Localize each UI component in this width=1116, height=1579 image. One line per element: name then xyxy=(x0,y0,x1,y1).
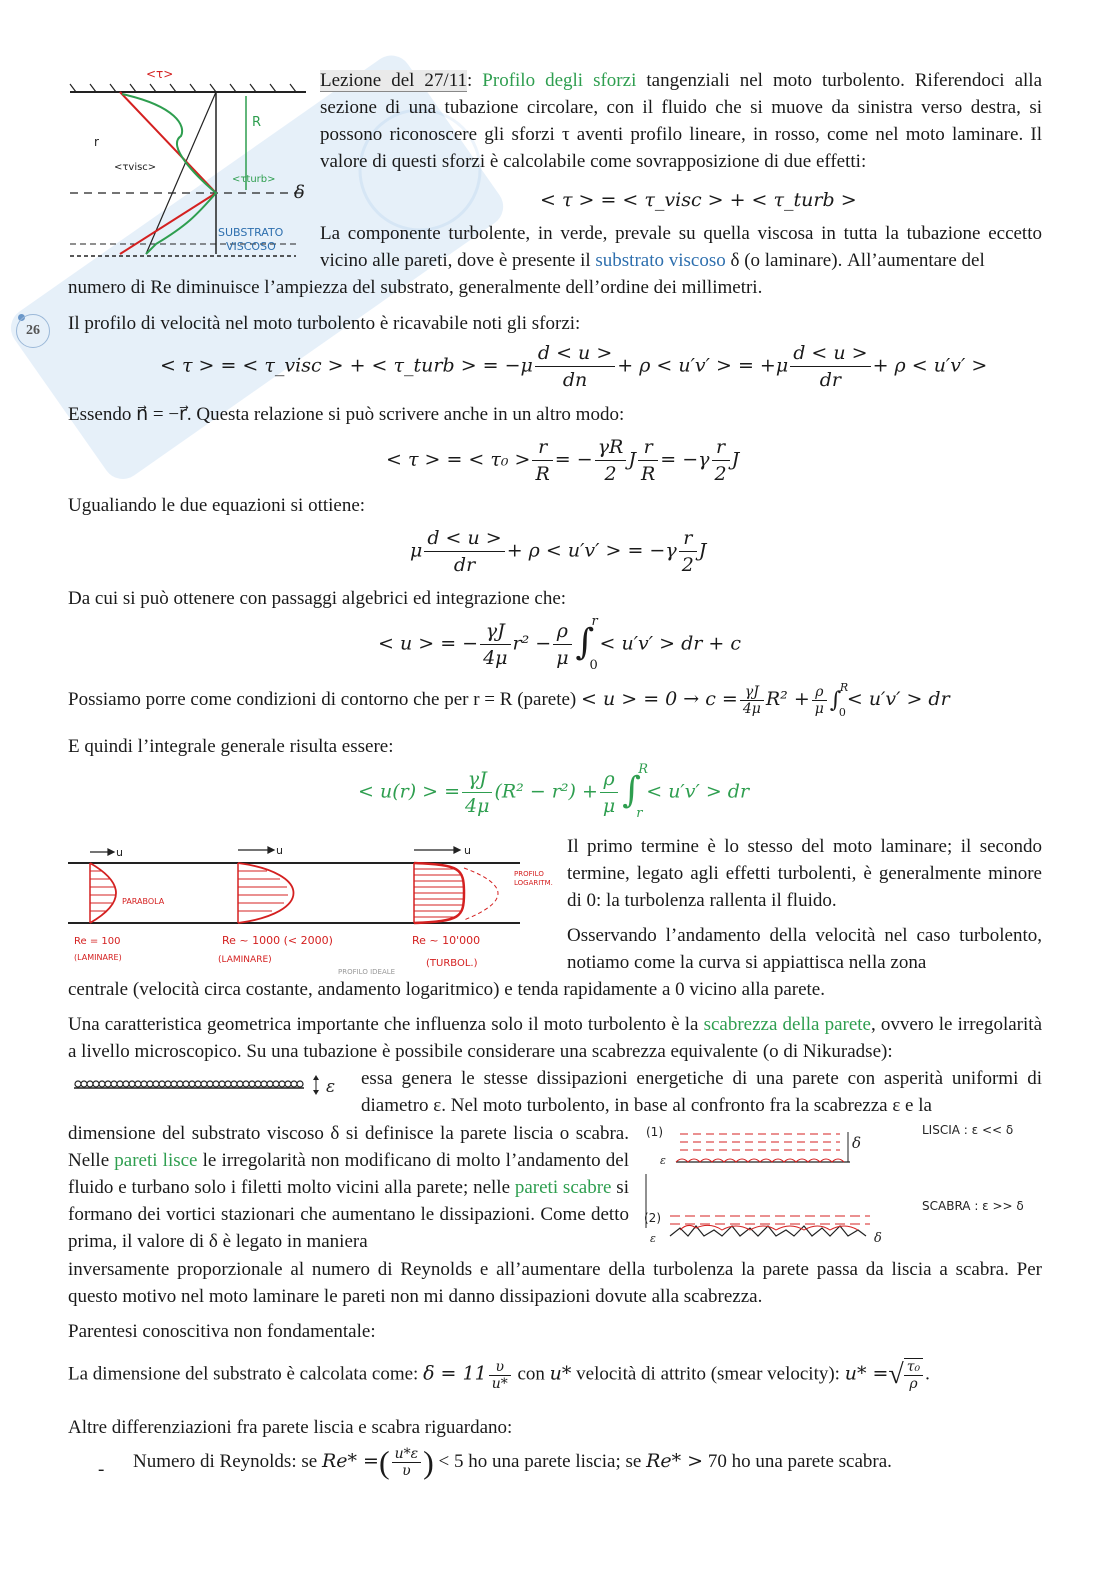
roughness-grain xyxy=(201,1081,207,1087)
paragraph-osservando-cont: centrale (velocità circa costante, andamento logaritmico) e tenda rapidamente a 0 vicino alla parete. xyxy=(68,979,825,1000)
section-title: Profilo degli sforzi xyxy=(482,70,637,91)
paragraph-liscia-scabra: dimensione del substrato viscoso δ si definisce la parete liscia o scabra. Nelle pareti lisce le irregolarità non modificano di molto l’andamento del fluido e turbano solo i filetti molto vicini alla parete; nelle pareti scabre si formano dei vortici stazionari che aumentano le dissipazioni. Come detto prima, il valore di δ è legato in maniera xyxy=(68,1123,629,1252)
roughness-grain xyxy=(141,1081,147,1087)
roughness-grain xyxy=(117,1081,123,1087)
equation-5: < u > = − $\frac{\gamma J}{4\mu}$ r² − $\frac{\rho}{\mu}$ ∫ r 0 < u′v′ > dr + c xyxy=(378,613,741,673)
roughness-grain xyxy=(129,1081,135,1087)
sketch1-tturb-label: <τturb> xyxy=(232,174,276,185)
sketch2-u3: u xyxy=(464,844,471,857)
sketch2-log1: PROFILO xyxy=(514,870,544,878)
sketch2-u1: u xyxy=(116,846,123,859)
roughness-grain xyxy=(207,1081,213,1087)
sketch1-R-label: R xyxy=(252,115,262,130)
sketch2-re2: Re ~ 1000 (< 2000) xyxy=(222,934,333,947)
sketch2-re3b: (TURBOL.) xyxy=(426,958,478,969)
bullet-reynolds-item: Numero di Reynolds: se Re* =( $\frac{u*\varepsilon}{\upsilon}$ ) < 5 ho una parete liscia; se Re* > 70 ho una parete scabra. xyxy=(133,1444,892,1480)
roughness-grain xyxy=(87,1081,93,1087)
roughness-grain xyxy=(261,1081,267,1087)
roughness-grain xyxy=(219,1081,225,1087)
roughness-grain xyxy=(279,1081,285,1087)
roughness-grain xyxy=(273,1081,279,1087)
paragraph-reynolds: inversamente proporzionale al numero di Reynolds e all’aumentare della turbolenza la parete passa da liscia a scabra. Per questo motivo nel moto laminare le pareti non mi danno dissipazioni dovute alla scabrezza. xyxy=(68,1259,1042,1307)
velocity-profiles-sketch xyxy=(62,838,558,978)
sketch4-n2: (2) xyxy=(644,1211,661,1225)
paragraph-contorno: Possiamo porre come condizioni di contorno che per r = R (parete) < u > = 0 → c = $\frac{\gamma J}{4\mu}$ R² + $\frac{\rho}{\mu}$ ∫ R 0 < u′v′ > dr xyxy=(68,680,950,719)
roughness-grain xyxy=(237,1081,243,1087)
sketch1-substrato-label: SUBSTRATO VISCOSO xyxy=(218,226,284,253)
roughness-grain xyxy=(297,1081,303,1087)
sketch2-re3: Re ~ 10'000 xyxy=(412,934,481,947)
sketch2-u2: u xyxy=(276,844,283,857)
roughness-grain xyxy=(171,1081,177,1087)
paragraph-substrato-cont: numero di Re diminuisce l’ampiezza del substrato, generalmente dell’ordine dei millimetri. xyxy=(68,277,763,298)
roughness-grain xyxy=(75,1081,81,1087)
roughness-grain xyxy=(213,1081,219,1087)
roughness-grain xyxy=(81,1081,87,1087)
sketch1-r-label: r xyxy=(94,135,99,149)
sketch4-eps1: ε xyxy=(660,1154,666,1167)
sketch4-n1: (1) xyxy=(646,1125,663,1139)
paragraph-scabrezza: Una caratteristica geometrica importante che influenza solo il moto turbolento è la scabrezza della parete, ovvero le irregolarità a livello microscopico. Su una tubazione è possibile considerare una scabrezza equivalente (o di Nikuradse): xyxy=(68,1014,1042,1062)
sketch2-re2b: (LAMINARE) xyxy=(218,955,272,965)
paragraph-primo-termine: Il primo termine è lo stesso del moto laminare; il secondo termine, legato agli effetti turbolenti, è generalmente minore di 0: la turbolenza rallenta il fluido. xyxy=(567,836,1042,911)
roughness-grain xyxy=(291,1081,297,1087)
paragraph-osservando: Osservando l’andamento della velocità nel caso turbolento, notiamo come la curva si appiattisca nella zona xyxy=(567,925,1042,973)
roughness-grain xyxy=(243,1081,249,1087)
bullet-dash: - xyxy=(98,1459,105,1480)
paragraph-integrale-generale: E quindi l’integrale generale risulta essere: xyxy=(68,736,394,757)
page-number: 26 xyxy=(16,314,50,348)
sketch2-log2: LOGARITM. xyxy=(514,879,553,887)
pareti-lisce-link: pareti lisce xyxy=(114,1150,198,1171)
equation-1: < τ > = < τ_visc > + < τ_turb > xyxy=(540,189,857,211)
sketch4-delta2: δ xyxy=(874,1231,882,1246)
roughness-grain xyxy=(111,1081,117,1087)
sketch4-delta: δ xyxy=(852,1134,862,1152)
substrato-viscoso-link: substrato viscoso xyxy=(595,250,726,271)
roughness-grain xyxy=(105,1081,111,1087)
paragraph-intro: Lezione del 27/11: Profilo degli sforzi tangenziali nel moto turbolento. Riferendoci alla sezione di una tubazione circolare, con il fluido che si muove da sinistra verso destra, si possono riconoscere gli sforzi τ aventi profilo lineare, in rosso, come nel moto laminare. Il valore di questi sforzi è calcolabile come sovrapposizione di due effetti: xyxy=(320,70,1042,172)
lecture-date: Lezione del 27/11 xyxy=(320,70,467,91)
roughness-grain xyxy=(225,1081,231,1087)
paragraph-ugualiando: Ugualiando le due equazioni si ottiene: xyxy=(68,495,366,516)
paragraph-genera: essa genera le stesse dissipazioni energetiche di una parete con asperità uniformi di diametro ε. Nel moto turbolento, in base al confronto fra la scabrezza ε e la xyxy=(361,1068,1042,1116)
equation-3: < τ > = < τ₀ > $\frac{r}{R}$ = − $\frac{\gamma R}{2}$ J $\frac{r}{R}$ = −γ $\frac{r}{2}$ J xyxy=(386,436,740,485)
sqrt-sign: √ xyxy=(888,1359,904,1390)
roughness-grain xyxy=(165,1081,171,1087)
paragraph-parentesi: Parentesi conoscitiva non fondamentale: xyxy=(68,1321,376,1342)
roughness-grain xyxy=(153,1081,159,1087)
paragraph-substrato: La componente turbolente, in verde, prevale su quella viscosa in tutta la tubazione eccetto vicino alle pareti, dove è presente il substrato viscoso δ (o laminare). All’aumentare del xyxy=(320,223,1042,271)
roughness-grain xyxy=(123,1081,129,1087)
roughness-grain xyxy=(147,1081,153,1087)
paragraph-velocity-intro: Il profilo di velocità nel moto turbolento è ricavabile noti gli sforzi: xyxy=(68,313,581,334)
sketch2-re1b: (LAMINARE) xyxy=(74,953,122,962)
sketch1-tvisc-label: <τvisc> xyxy=(114,162,157,173)
sketch4-eps2: ε xyxy=(650,1232,656,1245)
paragraph-essendo: Essendo n⃗ = −r⃗. Questa relazione si può scrivere anche in un altro modo: xyxy=(68,404,625,425)
equation-6: < u(r) > = $\frac{\gamma J}{4\mu}$ (R² − r²) + $\frac{\rho}{\mu}$ ∫ R r < u′v′ > dr xyxy=(358,761,750,821)
roughness-grain xyxy=(255,1081,261,1087)
roughness-grain xyxy=(285,1081,291,1087)
roughness-grain xyxy=(183,1081,189,1087)
roughness-grain xyxy=(93,1081,99,1087)
roughness-grain xyxy=(249,1081,255,1087)
sketch1-delta-label: δ xyxy=(294,182,305,203)
sketch1-tau-label: <τ> xyxy=(146,67,174,81)
sketch4-liscia: LISCIA : ε << δ xyxy=(922,1123,1014,1137)
roughness-grain xyxy=(231,1081,237,1087)
roughness-grain xyxy=(135,1081,141,1087)
roughness-grain xyxy=(267,1081,273,1087)
equation-4: μ $\frac{d < u >}{dr}$ + ρ < u′v′ > = −γ $\frac{r}{2}$ J xyxy=(410,527,707,576)
roughness-grain xyxy=(99,1081,105,1087)
roughness-grain xyxy=(189,1081,195,1087)
roughness-grain xyxy=(177,1081,183,1087)
equation-2: < τ > = < τ_visc > + < τ_turb > = −μ $\frac{d < u >}{dn}$ + ρ < u′v′ > = +μ $\frac{d < u >}{dr}$ + ρ < u′v′ > xyxy=(160,342,988,391)
smooth-rough-sketch xyxy=(640,1118,1050,1258)
roughness-sketch xyxy=(70,1072,348,1098)
sketch2-profilo: PROFILO IDEALE xyxy=(338,968,396,976)
sketch3-eps: ε xyxy=(326,1077,336,1097)
roughness-grain xyxy=(195,1081,201,1087)
sketch2-parabola: PARABOLA xyxy=(122,897,165,906)
scabrezza-link: scabrezza della parete xyxy=(703,1014,871,1035)
roughness-grain xyxy=(159,1081,165,1087)
pareti-scabre-link: pareti scabre xyxy=(514,1177,612,1198)
sketch4-scabra: SCABRA : ε >> δ xyxy=(922,1199,1024,1213)
paragraph-integrazione: Da cui si può ottenere con passaggi algebrici ed integrazione che: xyxy=(68,588,567,609)
paragraph-altre-differenziazioni: Altre differenziazioni fra parete liscia e scabra riguardano: xyxy=(68,1417,513,1438)
paragraph-dimensione-substrato: La dimensione del substrato è calcolata come: δ = 11 $\frac{\upsilon}{u*}$ con u* velocità di attrito (smear velocity): u* =√ $\frac{\text{τ₀}}{\rho}$ . xyxy=(68,1358,930,1392)
sketch2-re1: Re = 100 xyxy=(74,936,121,947)
